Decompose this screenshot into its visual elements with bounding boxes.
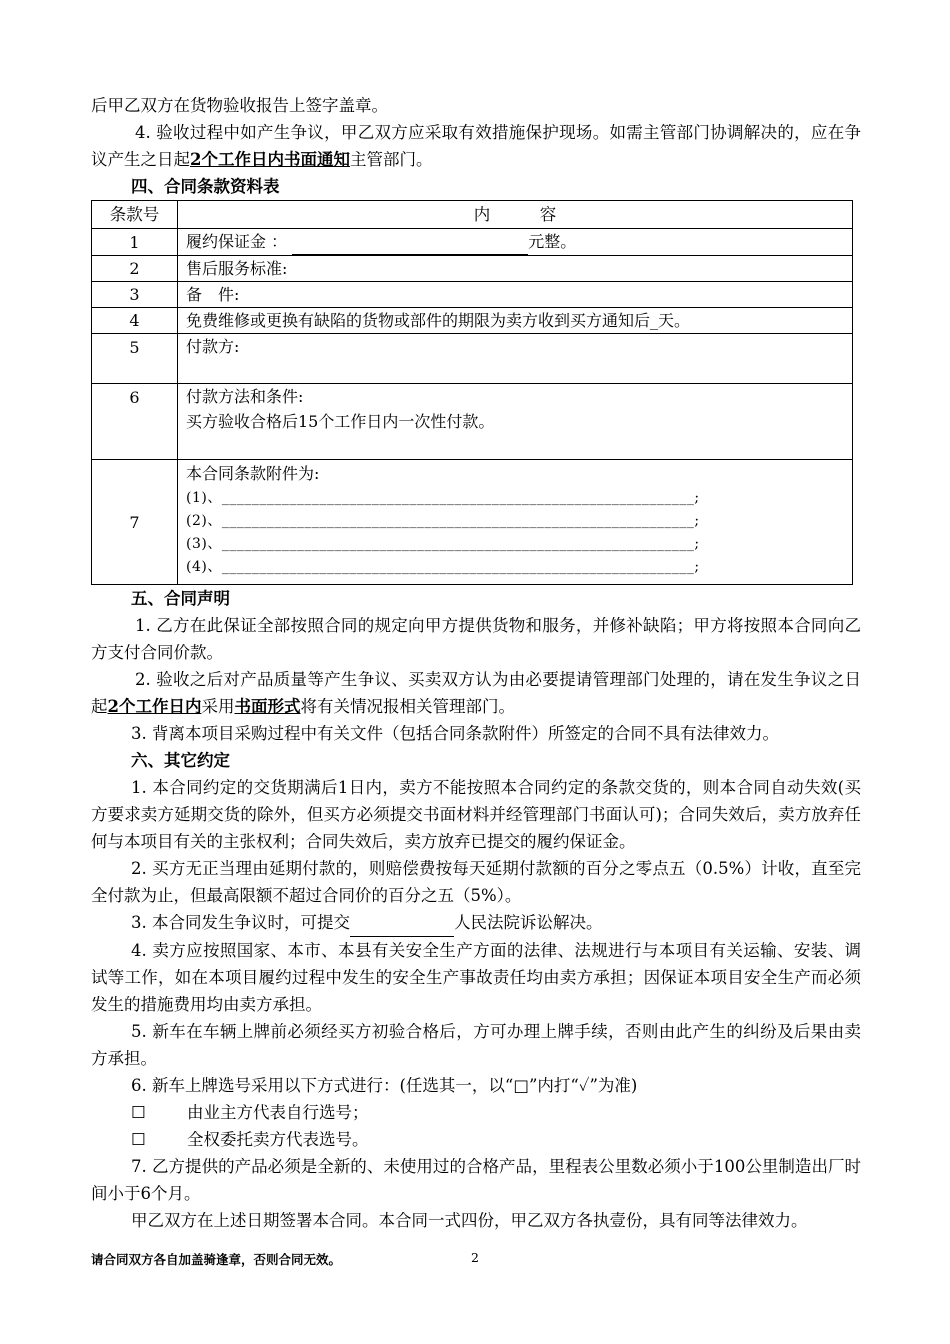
attachment-line: (1)、_______________________________________________________________; bbox=[186, 490, 700, 506]
page-footer bbox=[91, 1250, 861, 1268]
checkbox-icon[interactable]: ☐ bbox=[131, 1130, 146, 1149]
document-page bbox=[91, 92, 861, 1234]
attachment-line: (3)、_______________________________________________________________; bbox=[186, 536, 700, 552]
table-row: 1 履约保证金 ： 元整。 bbox=[92, 229, 853, 256]
table-row: 7 本合同条款附件为: (1)、_______________________________________________________________; (2)、_______________________________________________________________; (3)、_______________________________________________________________; (4)、_______________________________________________________________; bbox=[92, 460, 853, 585]
sec6-heading: 六、其它约定 bbox=[131, 751, 230, 770]
sec5-p2: 2. 验收之后对产品质量等产生争议、买卖双方认为由必要提请管理部门处理的，请在发生争议之日起2个工作日内采用书面形式将有关情况报相关管理部门。 bbox=[91, 670, 861, 716]
sec3-line-a: 后甲乙双方在货物验收报告上签字盖章。 bbox=[91, 96, 388, 115]
footer-note: 请合同双方各自加盖骑逢章，否则合同无效。 bbox=[91, 1252, 342, 1267]
sec3-item4: 4. 验收过程中如产生争议，甲乙双方应采取有效措施保护现场。如需主管部门协调解决的，应在争议产生之日起2个工作日内书面通知主管部门。 bbox=[91, 123, 861, 169]
col-header-content: 内 容 bbox=[178, 201, 853, 229]
sec5-p1: 1. 乙方在此保证全部按照合同的规定向甲方提供货物和服务，并修补缺陷；甲方将按照本合同向乙方支付合同价款。 bbox=[91, 616, 861, 662]
table-row: 2 售后服务标准: bbox=[92, 256, 853, 282]
attachment-line: (2)、_______________________________________________________________; bbox=[186, 513, 700, 529]
sec4-heading: 四、合同条款资料表 bbox=[131, 177, 280, 196]
sec6-p5: 5. 新车在车辆上牌前必须经买方初验合格后，方可办理上牌手续，否则由此产生的纠纷及后果由卖方承担。 bbox=[91, 1022, 861, 1068]
sec6-p3: 3. 本合同发生争议时，可提交 人民法院诉讼解决。 bbox=[91, 909, 861, 937]
option-delegate: ☐ 全权委托卖方代表选号。 bbox=[91, 1126, 861, 1153]
checkbox-icon[interactable]: ☐ bbox=[131, 1103, 146, 1122]
table-row: 4 免费维修或更换有缺陷的货物或部件的期限为卖方收到买方通知后_天。 bbox=[92, 308, 853, 334]
table-row: 6 付款方法和条件: 买方验收合格后15个工作日内一次性付款。 bbox=[92, 384, 853, 460]
page-number: 2 bbox=[471, 1250, 479, 1265]
sec6-p4: 4. 卖方应按照国家、本市、本县有关安全生产方面的法律、法规进行与本项目有关运输、安装、调试等工作，如在本项目履约过程中发生的安全生产事故责任均由卖方承担；因保证本项目安全生产而必须发生的措施费用均由卖方承担。 bbox=[91, 941, 861, 1014]
sec6-p8: 甲乙双方在上述日期签署本合同。本合同一式四份，甲乙双方各执壹份，具有同等法律效力。 bbox=[131, 1211, 808, 1230]
contract-terms-table bbox=[91, 200, 853, 585]
option-self-select: ☐ 由业主方代表自行选号； bbox=[91, 1099, 861, 1126]
sec6-p6: 6. 新车上牌选号采用以下方式进行：(任选其一，以“□”内打“✓”为准) bbox=[131, 1076, 638, 1095]
attachment-line: (4)、_______________________________________________________________; bbox=[186, 559, 700, 575]
col-header-num: 条款号 bbox=[92, 201, 178, 229]
sec6-p7: 7. 乙方提供的产品必须是全新的、未使用过的合格产品，里程表公里数必须小于100公里制造出厂时间小于6个月。 bbox=[91, 1157, 861, 1203]
sec6-p1: 1. 本合同约定的交货期满后1日内，卖方不能按照本合同约定的条款交货的，则本合同自动失效(买方要求卖方延期交货的除外，但买方必须提交书面材料并经管理部门书面认可)；合同失效后，卖方放弃任何与本项目有关的主张权利；合同失效后，卖方放弃已提交的履约保证金。 bbox=[91, 778, 861, 851]
table-row: 5 付款方: bbox=[92, 334, 853, 384]
table-row: 3 备 件: bbox=[92, 282, 853, 308]
sec6-p2: 2. 买方无正当理由延期付款的，则赔偿费按每天延期付款额的百分之零点五（0.5%）计收，直至完全付款为止，但最高限额不超过合同价的百分之五（5%）。 bbox=[91, 859, 861, 905]
sec5-heading: 五、合同声明 bbox=[131, 589, 230, 608]
sec5-p3: 3. 背离本项目采购过程中有关文件（包括合同条款附件）所签定的合同不具有法律效力。 bbox=[131, 724, 779, 743]
